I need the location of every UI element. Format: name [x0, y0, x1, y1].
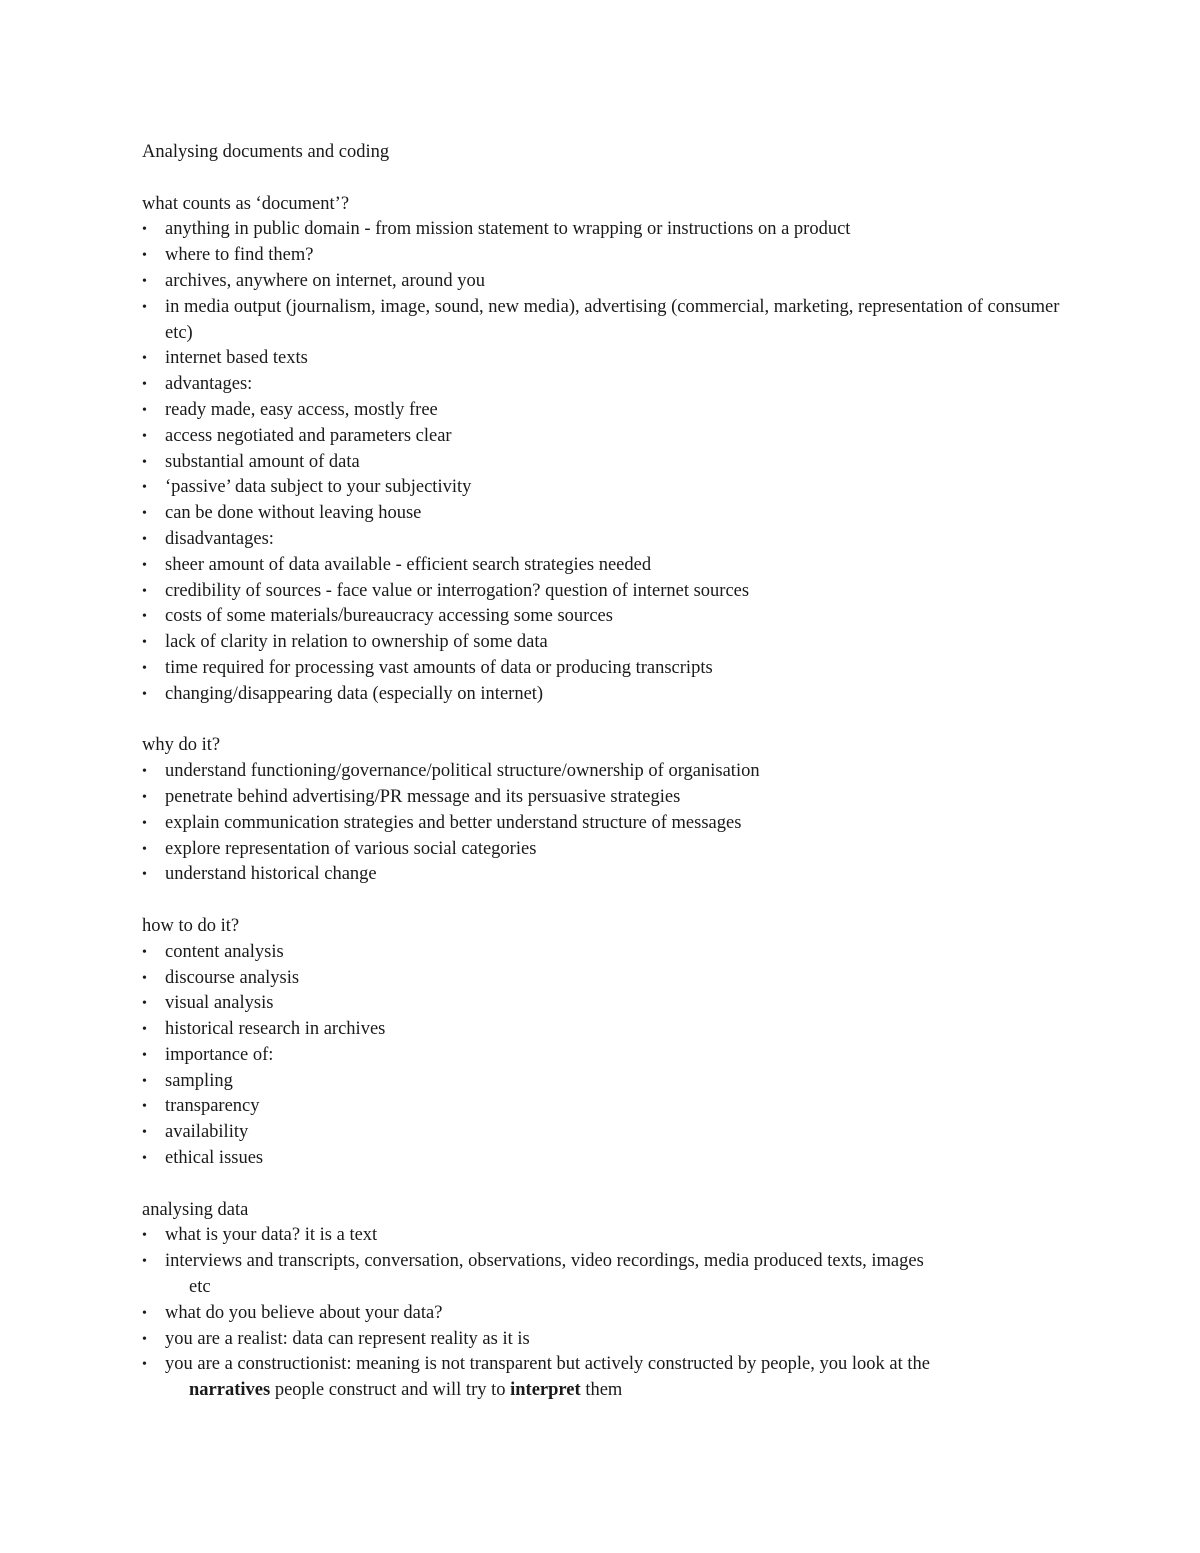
list-item: • substantial amount of data — [142, 450, 1062, 476]
list-item: • availability — [142, 1120, 1062, 1146]
list-item: • credibility of sources - face value or interrogation? question of internet sources — [142, 579, 1062, 605]
section — [142, 733, 1062, 888]
bullet-list — [142, 940, 1062, 1172]
list-item: • discourse analysis — [142, 966, 1062, 992]
section — [142, 914, 1062, 1172]
section-analysing-data — [142, 1198, 1062, 1404]
section-heading: analysing data — [142, 1199, 249, 1220]
list-item: • ‘passive’ data subject to your subjectivity — [142, 475, 1062, 501]
list-item: • disadvantages: — [142, 527, 1062, 553]
list-item: • anything in public domain - from mission statement to wrapping or instructions on a product — [142, 217, 1062, 243]
list-item: • penetrate behind advertising/PR message and its persuasive strategies — [142, 785, 1062, 811]
bullet-list — [142, 1223, 1062, 1404]
list-item: • changing/disappearing data (especially on internet) — [142, 682, 1062, 708]
list-item: • ready made, easy access, mostly free — [142, 398, 1062, 424]
list-item: • internet based texts — [142, 346, 1062, 372]
section-heading: why do it? — [142, 735, 221, 756]
list-item: • what do you believe about your data? — [142, 1301, 1062, 1327]
section — [142, 192, 1062, 708]
section-heading: how to do it? — [142, 915, 240, 936]
document-page — [142, 140, 1062, 1430]
list-item: • you are a constructionist: meaning is not transparent but actively constructed by people, you look at the narratives people construct and will try to interpret them — [142, 1352, 1062, 1404]
list-item: • can be done without leaving house — [142, 501, 1062, 527]
document-title: Analysing documents and coding — [142, 142, 390, 162]
list-item: • historical research in archives — [142, 1017, 1062, 1043]
list-item: • importance of: — [142, 1043, 1062, 1069]
bold-term: interpret — [510, 1380, 581, 1401]
list-item: • sheer amount of data available - efficient search strategies needed — [142, 553, 1062, 579]
sections-container — [142, 192, 1062, 1172]
list-item: • advantages: — [142, 372, 1062, 398]
list-item: • archives, anywhere on internet, around you — [142, 269, 1062, 295]
list-item: • transparency — [142, 1094, 1062, 1120]
list-item: • costs of some materials/bureaucracy accessing some sources — [142, 604, 1062, 630]
list-item: • ethical issues — [142, 1146, 1062, 1172]
list-item: • content analysis — [142, 940, 1062, 966]
list-item: • what is your data? it is a text — [142, 1223, 1062, 1249]
list-item: • time required for processing vast amounts of data or producing transcripts — [142, 656, 1062, 682]
bullet-list — [142, 759, 1062, 888]
list-item: • visual analysis — [142, 991, 1062, 1017]
list-item: • sampling — [142, 1069, 1062, 1095]
list-item-continuation: etc — [189, 1277, 211, 1298]
list-item: • explain communication strategies and better understand structure of messages — [142, 811, 1062, 837]
section-heading: what counts as ‘document’? — [142, 193, 350, 214]
list-item: • where to find them? — [142, 243, 1062, 269]
list-item: • understand functioning/governance/political structure/ownership of organisation — [142, 759, 1062, 785]
list-item: • in media output (journalism, image, sound, new media), advertising (commercial, marketing, representation of consumer etc) — [142, 295, 1062, 347]
list-item: • access negotiated and parameters clear — [142, 424, 1062, 450]
list-item: • interviews and transcripts, conversation, observations, video recordings, media produced texts, images etc — [142, 1249, 1062, 1301]
list-item: • you are a realist: data can represent reality as it is — [142, 1327, 1062, 1353]
list-item: • lack of clarity in relation to ownership of some data — [142, 630, 1062, 656]
list-item: • understand historical change — [142, 862, 1062, 888]
list-item-continuation: narratives people construct and will try to interpret them — [189, 1380, 623, 1401]
bullet-list — [142, 217, 1062, 707]
bold-term: narratives — [189, 1380, 271, 1401]
list-item: • explore representation of various social categories — [142, 837, 1062, 863]
